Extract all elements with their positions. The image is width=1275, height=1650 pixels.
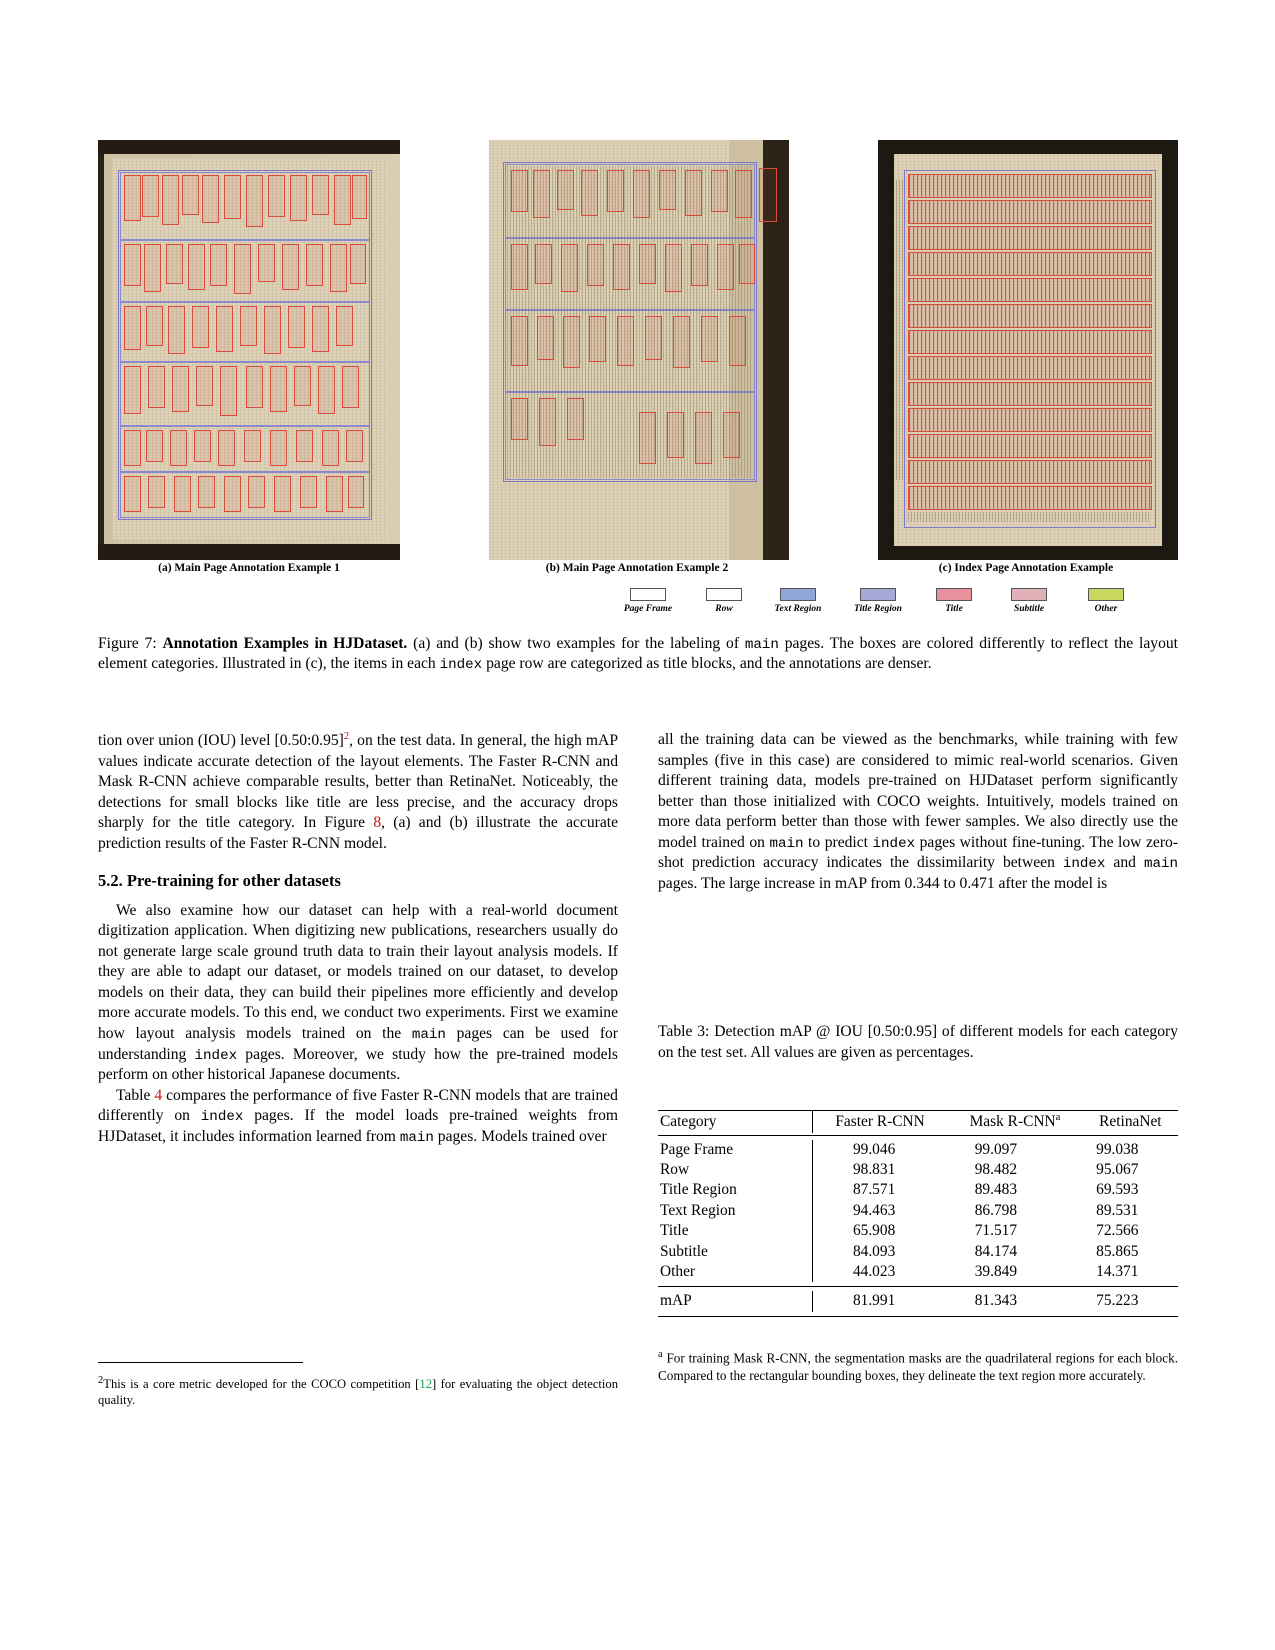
table-col-faster-rcnn: Faster R-CNN	[835, 1112, 925, 1130]
legend-label: Row	[715, 604, 733, 614]
title-box	[336, 306, 353, 346]
title-box	[587, 244, 604, 286]
title-box	[639, 244, 656, 284]
title-box	[350, 244, 366, 284]
legend-swatch-title	[936, 588, 972, 601]
left-p2-c: pages. Moreover, we study how the pre-trained models perform on other historical Japanese documents.	[98, 1045, 619, 1084]
table-note-marker: a	[658, 1349, 663, 1360]
legend-swatch-row	[706, 588, 742, 601]
title-box	[124, 366, 141, 414]
table-3-grid	[658, 1111, 1178, 1133]
title-box	[511, 170, 528, 212]
table-cell-faster: 94.463	[852, 1201, 896, 1219]
title-box	[246, 175, 263, 227]
index-row-band	[908, 304, 1152, 328]
index-side-strip	[896, 180, 904, 480]
table-cell-retina: 85.865	[1096, 1242, 1139, 1260]
title-box	[246, 366, 263, 408]
title-box	[244, 430, 261, 462]
title-box	[729, 316, 746, 366]
right-p1-mono-3: index	[1062, 856, 1106, 873]
table-cell-faster: 65.908	[852, 1222, 896, 1240]
table-cell-retina: 69.593	[1096, 1181, 1139, 1199]
figure-8-reference[interactable]: 8	[373, 814, 382, 832]
title-box	[270, 430, 287, 466]
title-box	[142, 175, 159, 217]
table-cell-category: Text Region	[658, 1201, 813, 1221]
left-p3-c: pages. If the model loads pre-trained weights from HJDataset, it includes information learned from	[98, 1107, 619, 1145]
table-3-note	[658, 1348, 1178, 1384]
figure-panel-a	[98, 140, 400, 560]
figure-legend	[608, 588, 1178, 620]
left-paragraph-2	[98, 901, 618, 1086]
table-head	[658, 1111, 1178, 1133]
right-p1-e: pages. The large increase in mAP from 0.344 to 0.471 after the model is	[658, 874, 1108, 892]
title-box	[300, 476, 317, 508]
table-caption-label: Table 3:	[658, 1023, 710, 1040]
title-box	[210, 244, 227, 286]
table-cell-mask: 84.174	[974, 1242, 1018, 1260]
index-row-band	[908, 226, 1152, 250]
title-box	[330, 244, 347, 292]
left-p3-mono-1: index	[200, 1109, 244, 1126]
left-paragraph-3	[98, 1086, 618, 1148]
table-col-mask-rcnn-superscript: a	[1055, 1112, 1061, 1124]
title-box	[220, 366, 237, 416]
figure-caption-mono-1: main	[744, 637, 779, 653]
table-cell-category: Subtitle	[658, 1241, 813, 1261]
legend-label: Title Region	[854, 604, 902, 614]
title-box	[294, 366, 311, 406]
table-row	[658, 1180, 1178, 1200]
table-cell-faster: 84.093	[852, 1242, 896, 1260]
figure-panel-c	[878, 140, 1178, 560]
title-box	[148, 476, 165, 508]
title-box	[172, 366, 189, 412]
title-box	[633, 170, 650, 218]
table-header-row	[658, 1111, 1178, 1133]
table-col-mask-rcnn-label: Mask R-CNN	[969, 1113, 1056, 1131]
title-box	[617, 316, 634, 366]
table-cell-category: Row	[658, 1160, 813, 1180]
footnote-text-b: ] for evaluating the object detection quality.	[98, 1377, 619, 1408]
title-box	[639, 412, 656, 464]
title-box-margin	[759, 168, 777, 222]
title-box	[182, 175, 199, 215]
right-column	[658, 730, 1178, 894]
title-box	[511, 398, 528, 440]
title-box	[216, 306, 233, 352]
title-box	[342, 366, 359, 408]
legend-label: Title	[945, 604, 963, 614]
table-3-caption	[658, 1022, 1178, 1063]
legend-swatch-page-frame	[630, 588, 666, 601]
title-box	[268, 175, 285, 217]
title-box	[224, 175, 241, 219]
left-p2-mono-1: main	[411, 1026, 446, 1043]
table-row	[658, 1221, 1178, 1241]
title-box	[170, 430, 187, 466]
title-box	[234, 244, 251, 294]
title-box	[739, 244, 755, 284]
title-box	[312, 306, 329, 352]
left-p3-d: pages. Models trained over	[433, 1128, 607, 1145]
index-row-band	[908, 356, 1152, 380]
table-mid-rule-1	[658, 1135, 1178, 1136]
left-p2-mono-2: index	[194, 1047, 238, 1064]
table-row	[658, 1160, 1178, 1180]
table-note-text: For training Mask R-CNN, the segmentation masks are the quadrilateral regions for each block. Compared to the rectangular bounding boxes, they delineate the text region more accurately.	[658, 1350, 1178, 1383]
legend-label: Page Frame	[623, 604, 673, 614]
table-cell-mask: 98.482	[974, 1161, 1018, 1179]
index-row-band	[908, 200, 1152, 224]
title-box	[511, 244, 528, 290]
table-cell-mask: 86.798	[974, 1201, 1018, 1219]
book-edge-top-a	[98, 140, 400, 154]
title-box	[124, 244, 141, 286]
title-box	[290, 175, 307, 221]
title-box	[723, 412, 740, 458]
left-p3-a: Table	[116, 1086, 155, 1104]
table-cell-category: Page Frame	[658, 1140, 813, 1160]
table-cell-faster: 99.046	[852, 1140, 896, 1158]
table-cell-faster: 44.023	[852, 1262, 896, 1280]
table-4-reference[interactable]: 4	[154, 1086, 163, 1104]
legend-item-subtitle	[996, 588, 1062, 614]
title-box	[168, 306, 185, 354]
title-box	[667, 412, 684, 458]
index-footer-strip	[908, 512, 1150, 522]
title-box	[352, 175, 367, 219]
right-p1-mono-4: main	[1143, 856, 1178, 873]
footnote-2	[98, 1374, 618, 1408]
index-row-band	[908, 460, 1152, 484]
table-summary-row	[658, 1291, 1178, 1311]
title-box	[124, 430, 141, 466]
legend-swatch-subtitle	[1011, 588, 1047, 601]
title-box	[557, 170, 574, 210]
left-p3-b: compares the performance of five Faster R-CNN models that are trained differently on	[98, 1086, 618, 1125]
right-p1-c: pages without fine-tuning. The low zero-shot prediction accuracy indicates the dissimilarity between	[658, 833, 1178, 872]
index-row-band	[908, 278, 1152, 302]
title-box	[224, 476, 241, 512]
legend-label: Text Region	[774, 604, 822, 614]
figure-caption-label: Figure 7:	[98, 635, 157, 652]
figure-caption-title: Annotation Examples in HJDataset.	[162, 635, 408, 652]
title-box	[589, 316, 606, 362]
table-cell-map-faster: 81.991	[852, 1292, 896, 1310]
title-box	[174, 476, 191, 512]
table-cell-map-mask: 81.343	[974, 1292, 1018, 1310]
table-cell-mask: 99.097	[974, 1140, 1018, 1158]
legend-label: Other	[1094, 604, 1118, 614]
table-col-category: Category	[658, 1111, 813, 1133]
title-box	[192, 306, 209, 348]
title-box	[194, 430, 211, 462]
figure-caption-mono-2: index	[439, 657, 483, 674]
title-box	[196, 366, 213, 406]
right-p1-d: and	[1105, 854, 1144, 872]
title-box	[248, 476, 265, 508]
table-mid-rule-2	[658, 1286, 1178, 1287]
legend-item-row	[694, 588, 754, 614]
table-cell-map-retina: 75.223	[1096, 1292, 1139, 1310]
citation-12[interactable]: 12	[419, 1377, 432, 1392]
title-box	[198, 476, 215, 508]
table-cell-mask: 71.517	[974, 1222, 1018, 1240]
table-3-body	[658, 1140, 1178, 1283]
title-box	[348, 476, 364, 508]
table-col-mask-rcnn	[947, 1111, 1083, 1133]
left-p1-b: , on the test data. In general, the high mAP values indicate accurate detection of the layout elements. The Faster R-CNN and Mask R-CNN achieve comparable results, better than RetinaNet. Noticeably, the detections for small blocks like title are less precise, and the accuracy drops sharply for the title category. In Figure	[98, 732, 618, 832]
legend-swatch-other	[1088, 588, 1124, 601]
index-row-band	[908, 382, 1152, 406]
left-p3-mono-2: main	[399, 1130, 434, 1146]
table-body	[658, 1140, 1178, 1283]
title-box	[322, 430, 339, 466]
index-row-band	[908, 330, 1152, 354]
title-box	[288, 306, 305, 348]
table-row	[658, 1262, 1178, 1282]
title-box	[581, 170, 598, 216]
title-box	[695, 412, 712, 464]
footnote-divider	[98, 1362, 303, 1363]
title-box	[146, 306, 163, 346]
table-cell-mask: 89.483	[974, 1181, 1018, 1199]
table-col-retinanet: RetinaNet	[1099, 1112, 1162, 1130]
figure-caption-body-1: (a) and (b) show two examples for the labeling of	[413, 635, 745, 652]
figure-7-panels	[98, 140, 1178, 560]
figure-panel-b	[489, 140, 789, 560]
title-box	[539, 398, 556, 446]
title-box	[264, 306, 281, 354]
title-box	[346, 430, 363, 462]
title-box	[124, 306, 141, 350]
table-cell-map-label: mAP	[658, 1291, 813, 1311]
title-box	[144, 244, 161, 292]
table-cell-retina: 89.531	[1096, 1201, 1139, 1219]
title-box	[296, 430, 313, 462]
title-box	[645, 316, 662, 360]
title-box	[124, 175, 141, 221]
right-p1-a: all the training data can be viewed as the benchmarks, while training with few samples (five in this case) are considered to mimic real-world scenarios. Given different training data, models pre-trained on HJDataset perform significantly better than those initialized with COCO weights. Intuitively, models trained on more data perform better than those with fewer samples. We also directly use the model trained on	[658, 731, 1178, 851]
index-row-band	[908, 434, 1152, 458]
title-box	[270, 366, 287, 412]
title-box	[306, 244, 323, 286]
table-caption-text: Detection mAP @ IOU [0.50:0.95] of different models for each category on the test set. All values are given as percentages.	[658, 1023, 1178, 1061]
table-bottom-rule	[658, 1316, 1178, 1317]
table-row	[658, 1241, 1178, 1261]
table-cell-faster: 87.571	[852, 1181, 896, 1199]
title-box	[166, 244, 183, 284]
figure-caption-body-2: pages. The boxes are colored differently to reflect the layout element categories. Illustrated in (c), the items in each	[98, 635, 1178, 673]
title-box	[334, 175, 351, 225]
legend-item-title	[926, 588, 982, 614]
table-cell-retina: 99.038	[1096, 1140, 1139, 1158]
footnote-text-a: This is a core metric developed for the COCO competition [	[103, 1377, 420, 1392]
legend-item-text-region	[760, 588, 836, 614]
title-box	[326, 476, 343, 512]
title-box	[162, 175, 179, 225]
title-box	[535, 244, 552, 284]
legend-item-other	[1078, 588, 1134, 614]
title-box	[124, 476, 141, 512]
panel-caption-b: (b) Main Page Annotation Example 2	[545, 562, 729, 574]
table-cell-retina: 14.371	[1096, 1262, 1139, 1280]
title-box	[146, 430, 163, 462]
title-box	[240, 306, 257, 346]
title-box	[258, 244, 275, 282]
title-box	[561, 244, 578, 292]
left-p1-c: , (a) and (b) illustrate the accurate prediction results of the Faster R-CNN model.	[98, 814, 618, 852]
legend-item-title-region	[840, 588, 916, 614]
left-p1-a: tion over union (IOU) level [0.50:0.95]	[98, 732, 344, 750]
left-paragraph-1	[98, 730, 618, 854]
table-cell-mask: 39.849	[974, 1262, 1018, 1280]
left-p2-b: pages can be used for understanding	[98, 1024, 619, 1063]
title-box	[533, 170, 550, 218]
figure-panel-captions	[98, 562, 1178, 578]
table-row	[658, 1201, 1178, 1221]
figure-7-caption	[98, 634, 1178, 675]
figure-caption-body-3: page row are categorized as title blocks, and the annotations are denser.	[482, 655, 932, 673]
title-box	[312, 175, 329, 215]
title-box	[691, 244, 708, 286]
index-row-band	[908, 252, 1152, 276]
title-box	[511, 316, 528, 366]
title-box	[282, 244, 299, 290]
title-box	[563, 316, 580, 368]
index-row-band	[908, 174, 1152, 198]
table-row	[658, 1140, 1178, 1160]
right-p1-mono-2: index	[872, 835, 916, 852]
table-cell-retina: 72.566	[1096, 1222, 1139, 1240]
legend-label: Subtitle	[1013, 604, 1045, 614]
title-box	[318, 366, 335, 414]
title-box	[202, 175, 219, 223]
table-cell-category: Title Region	[658, 1180, 813, 1200]
table-3	[658, 1110, 1178, 1317]
legend-swatch-text-region	[780, 588, 816, 601]
title-box	[701, 316, 718, 362]
title-box	[607, 170, 624, 212]
index-row-band	[908, 408, 1152, 432]
title-box	[717, 244, 734, 290]
right-p1-mono-1: main	[769, 835, 804, 852]
title-box	[188, 244, 205, 290]
title-box	[218, 430, 235, 466]
legend-swatch-title-region	[860, 588, 896, 601]
section-heading-5-2: 5.2. Pre-training for other datasets	[98, 871, 341, 891]
table-cell-category: Title	[658, 1221, 813, 1241]
footnote-marker-ref[interactable]: 2	[343, 731, 350, 742]
title-box	[685, 170, 702, 216]
panel-caption-a: (a) Main Page Annotation Example 1	[158, 562, 340, 574]
table-cell-faster: 98.831	[852, 1161, 896, 1179]
title-box	[711, 170, 728, 212]
right-paragraph-1	[658, 730, 1178, 894]
book-edge-bottom-a	[98, 544, 400, 560]
table-cell-retina: 95.067	[1096, 1161, 1139, 1179]
title-box	[659, 170, 676, 210]
right-p1-b: to predict	[803, 833, 873, 851]
title-box	[613, 244, 630, 290]
panel-caption-c: (c) Index Page Annotation Example	[938, 562, 1114, 574]
index-row-band	[908, 486, 1152, 510]
table-3-summary	[658, 1291, 1178, 1311]
table-cell-category: Other	[658, 1262, 813, 1282]
title-box	[274, 476, 291, 512]
title-box	[673, 316, 690, 368]
legend-item-page-frame	[608, 588, 688, 614]
title-box	[537, 316, 554, 360]
left-p2-a: We also examine how our dataset can help with a real-world document digitization application. When digitizing new publications, researchers usually do not generate large scale ground truth data to train their layout analysis models. If they are able to adapt our dataset, or models trained on our dataset, to develop models on their data, they can build their pipelines more efficiently and develop more accurate models. To this end, we conduct two experiments. First we examine how layout analysis models trained on the	[98, 901, 618, 1042]
title-box	[735, 170, 752, 218]
title-box	[567, 398, 584, 440]
title-box	[665, 244, 682, 292]
title-box	[148, 366, 165, 408]
footnote-marker: 2	[98, 1375, 104, 1386]
left-column	[98, 730, 618, 1148]
